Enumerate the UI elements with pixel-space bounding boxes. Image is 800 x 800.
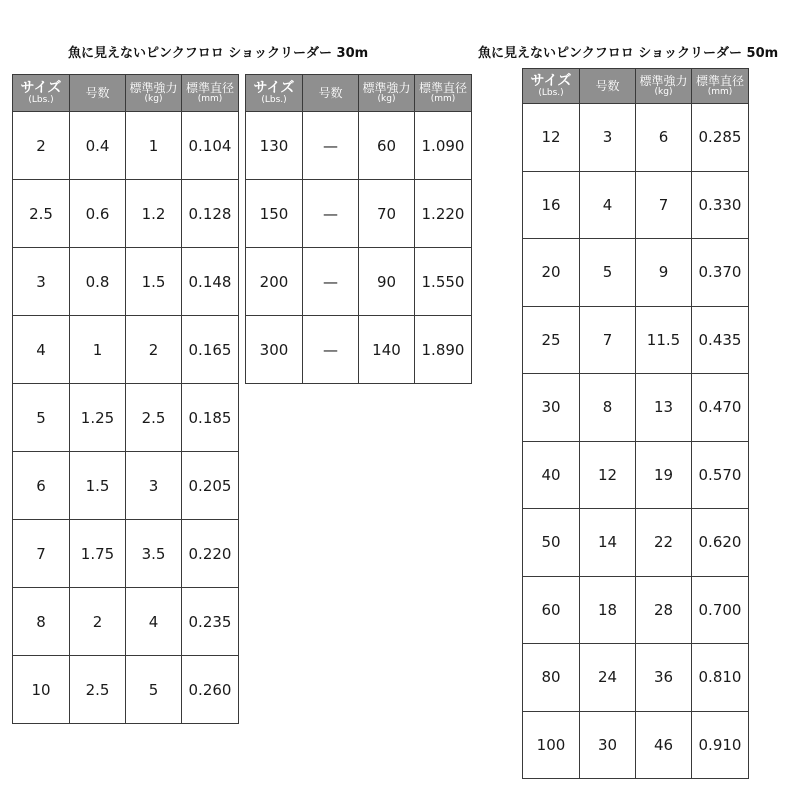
cell-size: 25 [523,306,580,374]
cell-number: — [303,180,359,248]
cell-number: 2 [70,588,126,656]
table-title-30m: 魚に見えないピンクフロロ ショックリーダー 30m [68,46,369,61]
cell-size: 50 [523,509,580,577]
cell-size: 4 [13,316,70,384]
table-row [523,171,749,239]
cell-diameter: 0.700 [692,576,749,644]
cell-size: 2 [13,112,70,180]
cell-strength: 19 [636,441,692,509]
cell-strength: 140 [359,316,415,384]
cell-number: 1.5 [70,452,126,520]
header-diameter: 標準直径 (mm) [415,75,472,112]
table-row [523,711,749,779]
cell-number: — [303,316,359,384]
header-row [523,69,749,104]
cell-number: 0.4 [70,112,126,180]
table-row [523,441,749,509]
table-row [523,644,749,712]
cell-size: 6 [13,452,70,520]
cell-size: 3 [13,248,70,316]
cell-size: 20 [523,239,580,307]
cell-strength: 5 [126,656,182,724]
cell-number: 8 [580,374,636,442]
cell-diameter: 1.550 [415,248,472,316]
table-row [13,588,239,656]
table-row [13,180,239,248]
cell-size: 80 [523,644,580,712]
table-row [13,656,239,724]
cell-strength: 4 [126,588,182,656]
cell-diameter: 0.470 [692,374,749,442]
cell-diameter: 0.570 [692,441,749,509]
cell-number: 7 [580,306,636,374]
cell-diameter: 0.205 [182,452,239,520]
header-row [13,75,239,112]
cell-strength: 46 [636,711,692,779]
cell-diameter: 0.128 [182,180,239,248]
header-diameter: 標準直径 (mm) [692,69,749,104]
header-size: サイズ (Lbs.) [523,69,580,104]
cell-diameter: 1.090 [415,112,472,180]
cell-strength: 13 [636,374,692,442]
cell-strength: 7 [636,171,692,239]
cell-strength: 3 [126,452,182,520]
table-row [13,384,239,452]
header-size: サイズ (Lbs.) [246,75,303,112]
cell-size: 2.5 [13,180,70,248]
table-row [13,248,239,316]
spec-table-30m-large [245,74,472,384]
cell-size: 150 [246,180,303,248]
cell-strength: 36 [636,644,692,712]
table-row [523,239,749,307]
cell-number: 1.25 [70,384,126,452]
cell-number: 30 [580,711,636,779]
cell-strength: 1.2 [126,180,182,248]
cell-strength: 9 [636,239,692,307]
table-row [246,316,472,384]
cell-number: 1.75 [70,520,126,588]
cell-diameter: 0.910 [692,711,749,779]
cell-number: 24 [580,644,636,712]
cell-size: 5 [13,384,70,452]
table-row [523,374,749,442]
cell-number: 1 [70,316,126,384]
table-row [13,520,239,588]
cell-diameter: 0.620 [692,509,749,577]
cell-size: 12 [523,104,580,172]
cell-size: 10 [13,656,70,724]
table-row [13,316,239,384]
table-title-50m: 魚に見えないピンクフロロ ショックリーダー 50m [478,46,779,61]
cell-size: 130 [246,112,303,180]
table-row [246,180,472,248]
cell-number: 14 [580,509,636,577]
cell-strength: 22 [636,509,692,577]
cell-number: — [303,248,359,316]
cell-number: 4 [580,171,636,239]
cell-strength: 1 [126,112,182,180]
spec-table-50m [522,68,749,779]
spec-table-30m-small [12,74,239,724]
cell-number: — [303,112,359,180]
cell-size: 40 [523,441,580,509]
cell-diameter: 0.165 [182,316,239,384]
cell-strength: 70 [359,180,415,248]
cell-diameter: 1.890 [415,316,472,384]
cell-diameter: 0.810 [692,644,749,712]
cell-diameter: 0.370 [692,239,749,307]
cell-strength: 90 [359,248,415,316]
cell-diameter: 0.435 [692,306,749,374]
cell-diameter: 0.185 [182,384,239,452]
header-strength: 標準強力 (kg) [126,75,182,112]
cell-diameter: 0.104 [182,112,239,180]
cell-size: 7 [13,520,70,588]
cell-diameter: 0.260 [182,656,239,724]
cell-number: 2.5 [70,656,126,724]
cell-number: 18 [580,576,636,644]
table-row [13,452,239,520]
cell-diameter: 1.220 [415,180,472,248]
cell-strength: 60 [359,112,415,180]
header-number: 号数 [580,69,636,104]
header-number: 号数 [70,75,126,112]
table-row [523,306,749,374]
header-size: サイズ (Lbs.) [13,75,70,112]
cell-strength: 2.5 [126,384,182,452]
cell-diameter: 0.285 [692,104,749,172]
header-number: 号数 [303,75,359,112]
cell-number: 5 [580,239,636,307]
table-row [523,509,749,577]
table-row [523,576,749,644]
cell-strength: 1.5 [126,248,182,316]
header-strength: 標準強力 (kg) [636,69,692,104]
cell-diameter: 0.330 [692,171,749,239]
cell-size: 200 [246,248,303,316]
header-strength: 標準強力 (kg) [359,75,415,112]
cell-diameter: 0.148 [182,248,239,316]
cell-strength: 11.5 [636,306,692,374]
cell-size: 60 [523,576,580,644]
cell-number: 12 [580,441,636,509]
table-row [523,104,749,172]
cell-size: 16 [523,171,580,239]
cell-size: 8 [13,588,70,656]
cell-size: 30 [523,374,580,442]
cell-size: 100 [523,711,580,779]
cell-diameter: 0.220 [182,520,239,588]
cell-number: 0.8 [70,248,126,316]
cell-number: 0.6 [70,180,126,248]
cell-strength: 3.5 [126,520,182,588]
cell-strength: 28 [636,576,692,644]
cell-strength: 6 [636,104,692,172]
header-row [246,75,472,112]
cell-strength: 2 [126,316,182,384]
cell-size: 300 [246,316,303,384]
cell-number: 3 [580,104,636,172]
table-row [13,112,239,180]
cell-diameter: 0.235 [182,588,239,656]
header-diameter: 標準直径 (mm) [182,75,239,112]
table-row [246,112,472,180]
table-row [246,248,472,316]
